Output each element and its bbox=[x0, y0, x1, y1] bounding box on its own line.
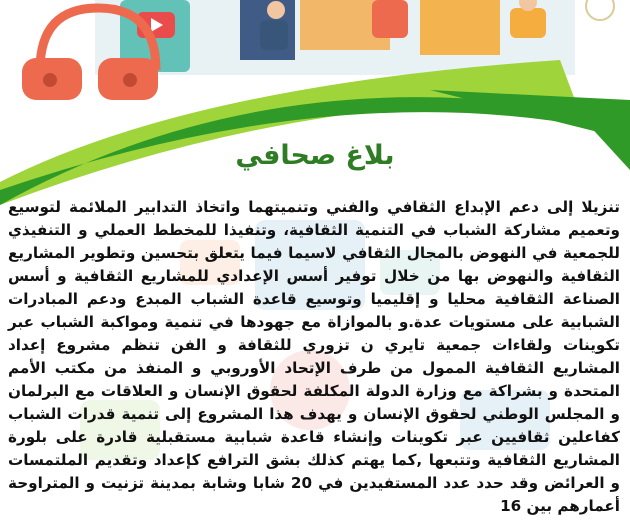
green-band-tip bbox=[430, 90, 630, 140]
building-block-3 bbox=[420, 0, 500, 55]
logo-seal bbox=[586, 0, 614, 20]
light-green-band bbox=[0, 60, 575, 205]
header-banner bbox=[0, 0, 630, 205]
page-title: بلاغ صحافي bbox=[235, 140, 395, 171]
press-release-body: تنزيلا إلى دعم الإبداع الثقافي والفني وتنميتهما واتخاذ التدابير الملائمة لتوسيع وتعميم مشاركة الشباب في التنمية الثقافية، وتنفيذا للمخطط العملي و التنفيذي للجمعية في النهوض بالمجال الثقافي لاسيما فيما يتعلق بتحسين وتطوير المشاريع الثقافية والنهوض بها من خلال توفير أسس الإعدادي للمشاريع الثقافية و أسس الصناعة الثقافية محليا و إقليميا وتوسيع قاعدة الشباب المبدع ودعم المبادرات الشبابية على مستويات عدة.و بالموازاة مع جهودها في تنمية ومواكبة الشباب عبر تكوينات ولقاءات جمعية تايري ن تزوري للثقافة و الفن تنظم مشروع إعداد المشاريع الثقافية الممول من طرف الإتحاد الأوروبي و المنفذ من مكتب الأمم المتحدة و بشراكة مع وزارة الدولة المكلفة لحقوق الإنسان و العلاقات مع البرلمان و المجلس الوطني لحقوق الإنسان و يهدف هذا المشروع إلى تنمية قدرات الشباب كفاعلين ثقافيين عبر تكوينات وإنشاء قاعدة شبابية مستقبلية قادرة على بلورة المشاريع الثقافية وتتبعها ,كما يهتم كذلك بشق الترافع كإعداد وتقديم الملتمسات و العرائض وقد حدد عدد المستفيدين في 20 شابا وشابة بمدينة تزنيت و المتراوحة أعمارهم بين 16 bbox=[8, 198, 621, 515]
